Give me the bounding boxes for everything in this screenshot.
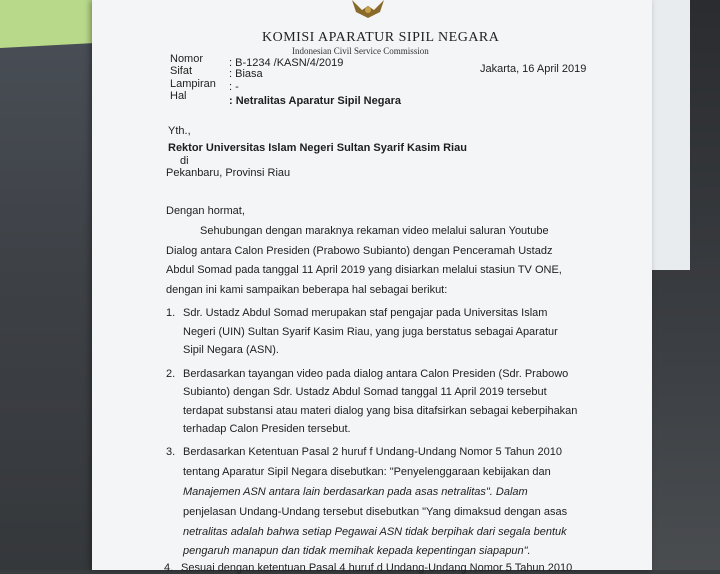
point-line: Sdr. Ustadz Abdul Somad merupakan staf pengajar pada Universitas Islam [183,307,548,319]
letterhead-subtitle: Indonesian Civil Service Commission [292,46,429,56]
point-line: netralitas adalah bahwa setiap Pegawai ASN tidak berpihak dari segala bentuk [183,526,567,538]
hal-value: : Netralitas Aparatur Sipil Negara [229,95,401,107]
point-line: Negeri (UIN) Sultan Syarif Kasim Riau, yang juga berstatus sebagai Aparatur [183,326,558,338]
intro-line: Abdul Somad pada tanggal 11 April 2019 yang disiarkan melalui stasiun TV ONE, [166,264,562,276]
point-line: Subianto) dengan Sdr. Ustadz Abdul Somad tanggal 11 April 2019 tersebut [183,386,547,398]
recipient-di: di [180,155,189,167]
nomor-label: Nomor [170,53,204,65]
letterhead-title: KOMISI APARATUR SIPIL NEGARA [262,30,500,45]
letter-date: Jakarta, 16 April 2019 [480,63,587,75]
point-line: Manajemen ASN antara lain berdasarkan pada asas netralitas". Dalam [183,486,528,498]
hal-label: Hal [170,90,187,102]
point-line: Sesuai dengan ketentuan Pasal 4 huruf d Undang-Undang Nomor 5 Tahun 2010 [181,562,573,574]
point-line: terhadap Calon Presiden tersebut. [183,423,351,435]
recipient-name: Rektor Universitas Islam Negeri Sultan Syarif Kasim Riau [168,142,467,154]
recipient-yth: Yth., [168,125,191,137]
lampiran-value: : - [229,81,239,93]
sifat-value: : Biasa [229,68,263,80]
point-line: tentang Aparatur Sipil Negara disebutkan: "Penyelenggaraan kebijakan dan [183,466,551,478]
point-line: Berdasarkan Ketentuan Pasal 2 huruf f Undang-Undang Nomor 5 Tahun 2010 [183,446,562,458]
point-line: Sipil Negara (ASN). [183,344,279,356]
point-line: penjelasan Undang-Undang tersebut disebutkan "Yang dimaksud dengan asas [183,506,568,518]
garuda-emblem-icon [348,0,388,18]
point-number: 4. [164,562,174,574]
point-line: pengaruh manapun dan tidak memihak kepada kepentingan siapapun". [183,545,531,557]
recipient-place: Pekanbaru, Provinsi Riau [166,167,291,179]
point-line: Berdasarkan tayangan video pada dialog antara Calon Presiden (Sdr. Prabowo [183,368,569,380]
point-number: 2. [166,368,176,380]
greeting: Dengan hormat, [166,205,245,217]
lampiran-label: Lampiran [170,78,216,90]
intro-line: dengan ini kami sampaikan beberapa hal sebagai berikut: [166,284,448,296]
sifat-label: Sifat [170,65,193,77]
point-number: 3. [166,446,176,458]
intro-line: Dialog antara Calon Presiden (Prabowo Subianto) dengan Penceramah Ustadz [166,245,553,257]
intro-line: Sehubungan dengan maraknya rekaman video melalui saluran Youtube [200,225,549,237]
nomor-value: : B-1234 /KASN/4/2019 [229,57,344,69]
point-line: terdapat substansi atau materi dialog yang bisa ditafsirkan sebagai keberpihakan [183,405,578,417]
point-number: 1. [166,307,176,319]
